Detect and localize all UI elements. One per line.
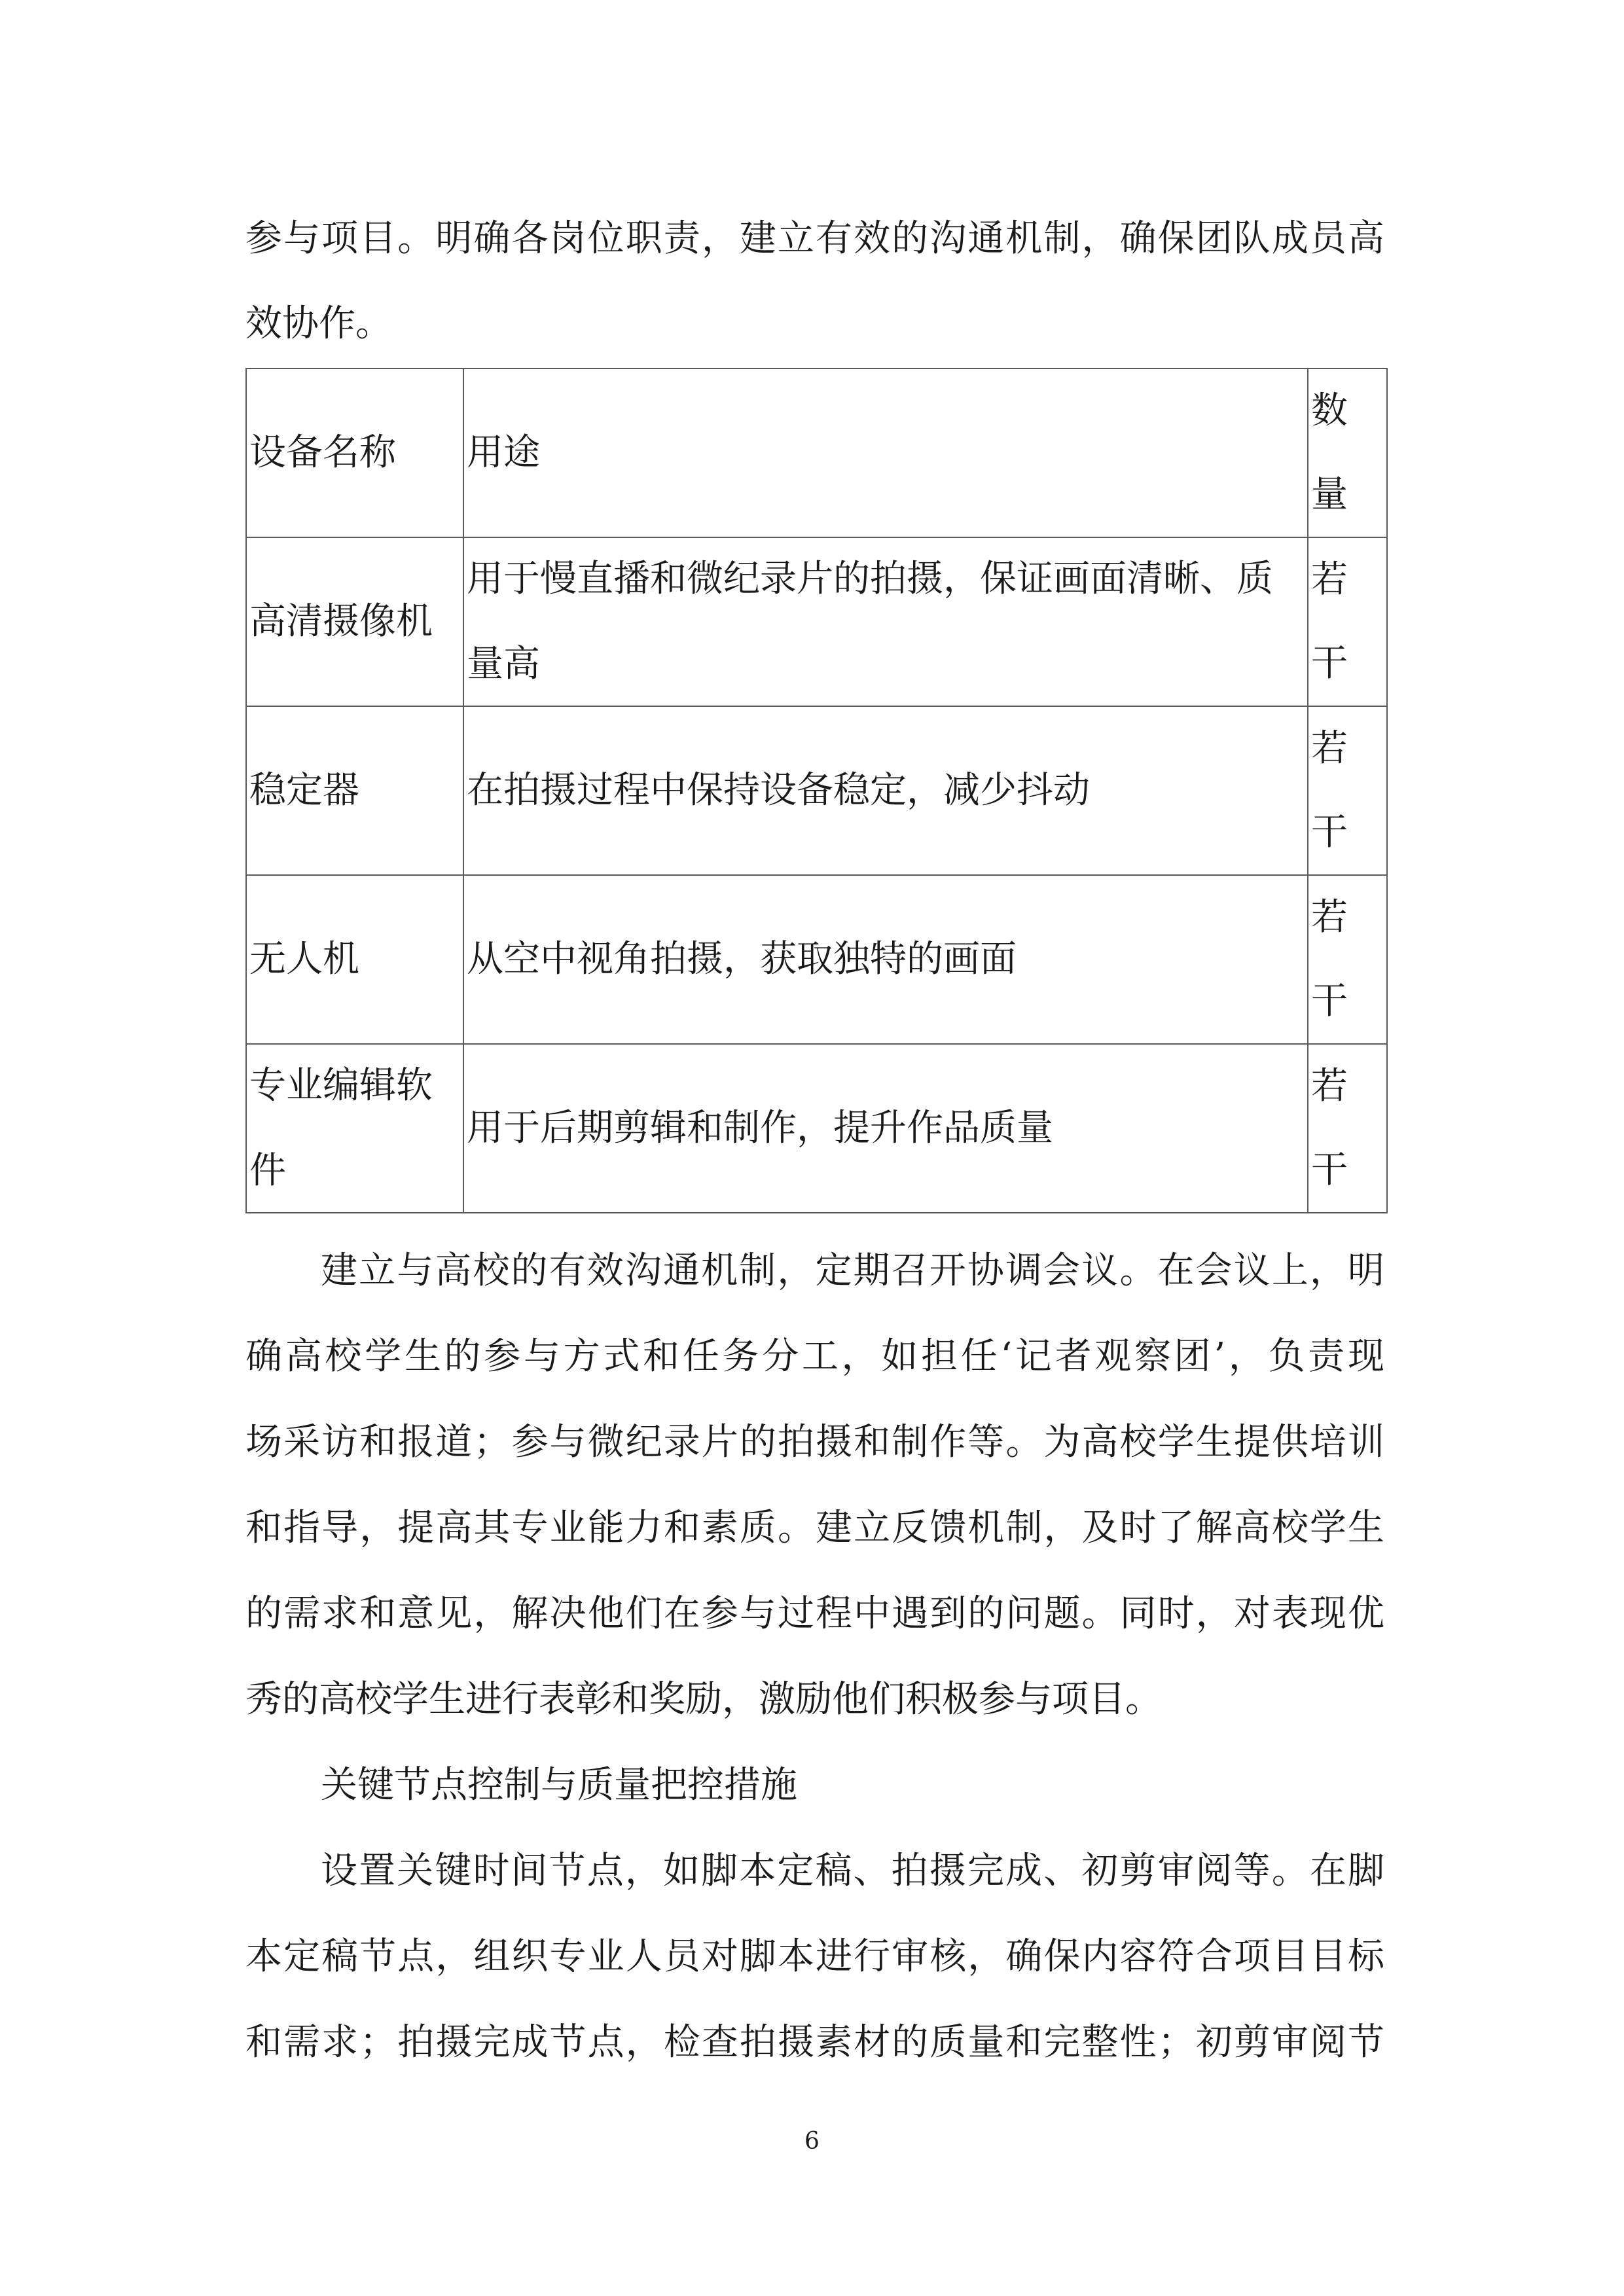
cell-usage: 用于慢直播和微纪录片的拍摄，保证画面清晰、质 量高 [463,537,1308,706]
cell-equipment-name: 高清摄像机 [246,537,463,706]
paragraph-line: 确高校学生的参与方式和任务分工，如担任‘记者观察团’，负责现 [245,1335,1384,1378]
paragraph-line: 参与项目。明确各岗位职责，建立有效的沟通机制，确保团队成员高 [245,217,1384,260]
cell-usage: 用于后期剪辑和制作，提升作品质量 [463,1044,1308,1213]
cell-quantity: 若 干 [1308,537,1387,706]
section-heading: 关键节点控制与质量把控措施 [321,1764,797,1806]
header-equipment-name: 设备名称 [246,368,463,537]
cell-usage: 从空中视角拍摄，获取独特的画面 [463,875,1308,1044]
header-usage: 用途 [463,368,1308,537]
cell-equipment-name: 稳定器 [246,706,463,875]
cell-equipment-name: 无人机 [246,875,463,1044]
cell-usage: 在拍摄过程中保持设备稳定，减少抖动 [463,706,1308,875]
cell-equipment-name: 专业编辑软 件 [246,1044,463,1213]
paragraph-line: 本定稿节点，组织专业人员对脚本进行审核，确保内容符合项目目标 [245,1935,1384,1978]
paragraph-line: 和需求；拍摄完成节点，检查拍摄素材的质量和完整性；初剪审阅节 [245,2021,1384,2064]
paragraph-line: 和指导，提高其专业能力和素质。建立反馈机制，及时了解高校学生 [245,1507,1384,1549]
table-row [246,706,1387,875]
header-quantity: 数 量 [1308,368,1387,537]
table-header-row [246,368,1387,537]
table-row [246,1044,1387,1213]
paragraph-line: 效协作。 [245,302,392,345]
paragraph-line: 场采访和报道；参与微纪录片的拍摄和制作等。为高校学生提供培训 [245,1421,1384,1463]
cell-quantity: 若 干 [1308,875,1387,1044]
cell-quantity: 若 干 [1308,706,1387,875]
equipment-table [245,368,1388,1213]
paragraph-line: 秀的高校学生进行表彰和奖励，激励他们积极参与项目。 [245,1678,1162,1721]
table-row [246,537,1387,706]
cell-quantity: 若 干 [1308,1044,1387,1213]
paragraph-line: 的需求和意见，解决他们在参与过程中遇到的问题。同时，对表现优 [245,1592,1384,1635]
table-row [246,875,1387,1044]
page-number: 6 [804,2128,820,2155]
paragraph-line: 设置关键时间节点，如脚本定稿、拍摄完成、初剪审阅等。在脚 [321,1850,1384,1892]
paragraph-line: 建立与高校的有效沟通机制，定期召开协调会议。在会议上，明 [321,1249,1384,1292]
